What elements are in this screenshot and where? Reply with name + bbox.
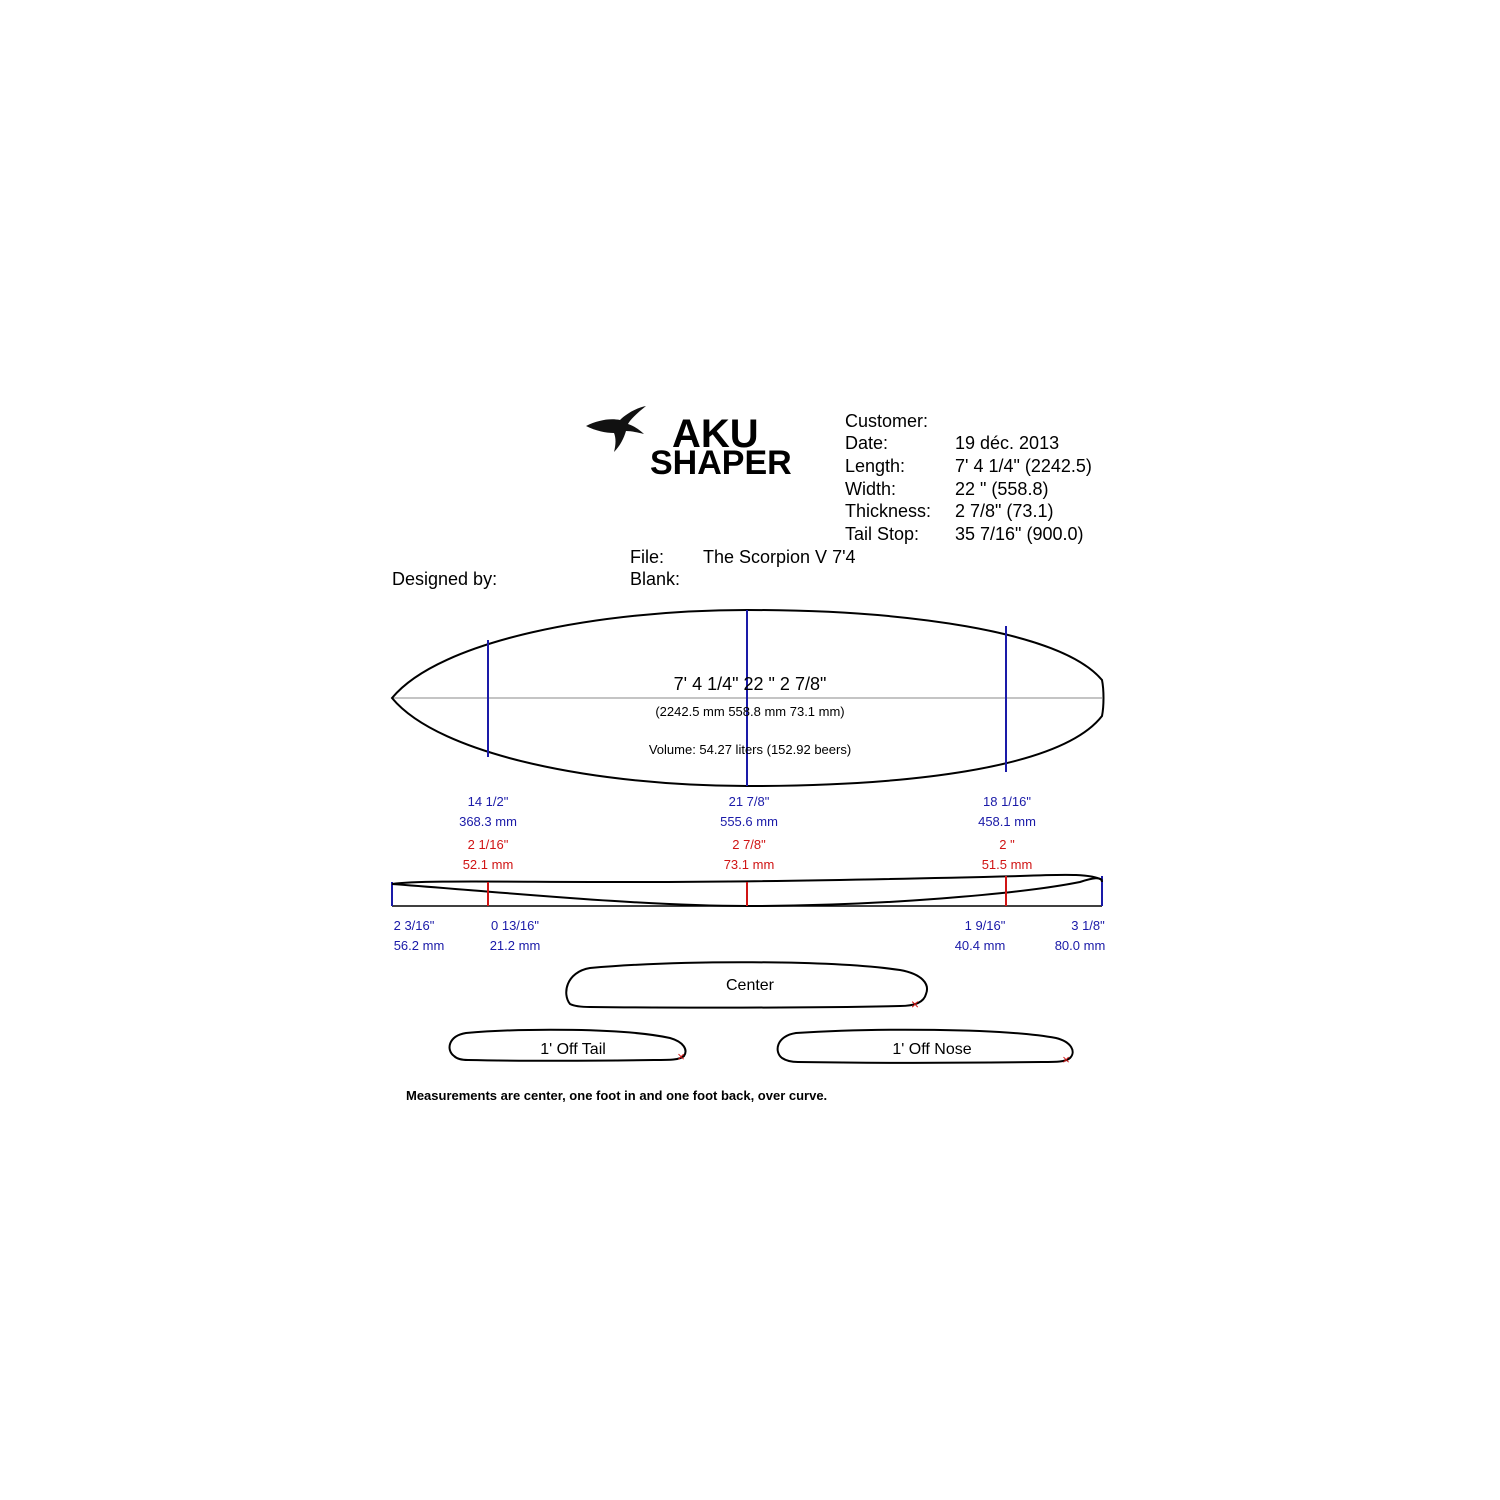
date-value: 19 déc. 2013 bbox=[955, 433, 1060, 453]
thickness-tail-mm: 52.1 mm bbox=[462, 857, 514, 872]
rocker-profile bbox=[380, 868, 1120, 914]
rocker-1ft-tail-mm: 21.2 mm bbox=[489, 938, 541, 953]
tail-stop-label: Tail Stop: bbox=[845, 524, 920, 544]
width-nose-mm: 458.1 mm bbox=[978, 814, 1036, 829]
tail-stop-value: 35 7/16" (900.0) bbox=[955, 524, 1084, 544]
foil-off-nose-label: 1' Off Nose bbox=[892, 1041, 972, 1058]
dims-imperial: 7' 4 1/4" 22 " 2 7/8" bbox=[673, 674, 827, 694]
width-center-mm: 555.6 mm bbox=[720, 814, 778, 829]
width-label: Width: bbox=[845, 479, 897, 499]
foil-center-marker: × bbox=[910, 996, 920, 1012]
board-outline bbox=[380, 600, 1120, 800]
length-label: Length: bbox=[845, 456, 906, 476]
width-nose-in: 18 1/16" bbox=[983, 794, 1031, 809]
thickness-nose-mm: 51.5 mm bbox=[981, 857, 1033, 872]
measurements-footnote: Measurements are center, one foot in and one foot back, over curve. bbox=[406, 1088, 828, 1103]
rocker-tail-mm: 56.2 mm bbox=[393, 938, 445, 953]
customer-label: Customer: bbox=[845, 411, 929, 431]
foil-center-label: Center bbox=[725, 977, 775, 994]
rocker-tail-in: 2 3/16" bbox=[393, 918, 435, 933]
file-value: The Scorpion V 7'4 bbox=[703, 547, 856, 567]
logo-line-2: SHAPER bbox=[650, 444, 792, 482]
thickness-center-in: 2 7/8" bbox=[732, 837, 766, 852]
volume-text: Volume: 54.27 liters (152.92 beers) bbox=[648, 742, 852, 757]
designed-by-label: Designed by: bbox=[392, 569, 498, 589]
foil-off-nose-marker: × bbox=[1062, 1052, 1070, 1067]
swallow-bird-icon bbox=[584, 404, 648, 456]
width-value: 22 " (558.8) bbox=[955, 479, 1049, 499]
rocker-1ft-tail-in: 0 13/16" bbox=[491, 918, 539, 933]
thickness-center-mm: 73.1 mm bbox=[723, 857, 775, 872]
thickness-value: 2 7/8" (73.1) bbox=[955, 501, 1054, 521]
file-label: File: bbox=[630, 547, 665, 567]
rocker-nose-mm: 80.0 mm bbox=[1054, 938, 1106, 953]
rocker-1ft-nose-mm: 40.4 mm bbox=[954, 938, 1006, 953]
rocker-1ft-nose-in: 1 9/16" bbox=[964, 918, 1006, 933]
length-value: 7' 4 1/4" (2242.5) bbox=[955, 456, 1092, 476]
foil-off-tail-label: 1' Off Tail bbox=[540, 1041, 606, 1058]
blank-label: Blank: bbox=[630, 569, 681, 589]
thickness-tail-in: 2 1/16" bbox=[467, 837, 509, 852]
foil-off-tail-marker: × bbox=[677, 1049, 685, 1064]
width-tail-mm: 368.3 mm bbox=[459, 814, 517, 829]
rocker-nose-in: 3 1/8" bbox=[1071, 918, 1105, 933]
width-tail-in: 14 1/2" bbox=[467, 794, 509, 809]
logo-line-1: AKU bbox=[672, 412, 759, 456]
date-label: Date: bbox=[845, 433, 889, 453]
thickness-nose-in: 2 " bbox=[999, 837, 1015, 852]
dims-metric: (2242.5 mm 558.8 mm 73.1 mm) bbox=[655, 704, 845, 719]
width-center-in: 21 7/8" bbox=[728, 794, 770, 809]
thickness-label: Thickness: bbox=[845, 501, 932, 521]
